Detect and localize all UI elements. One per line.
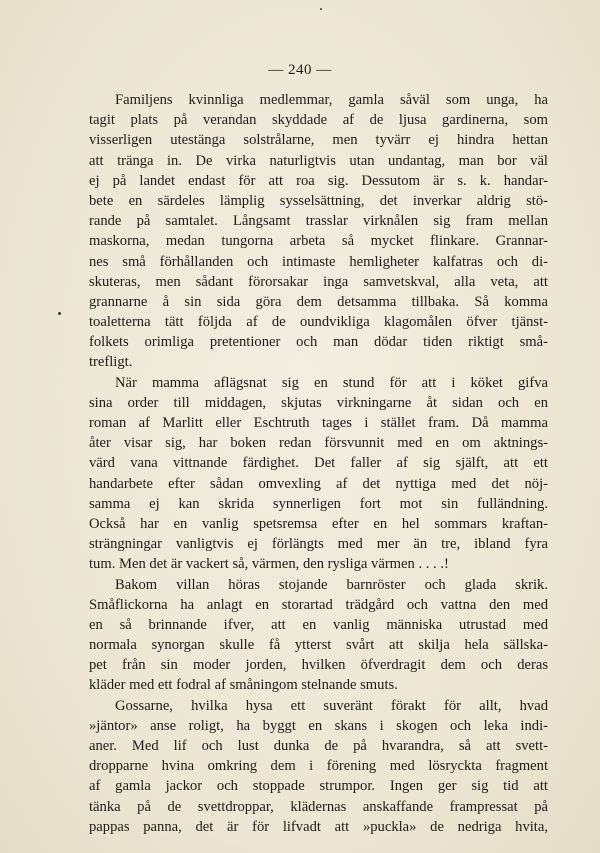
body-text <box>89 90 548 837</box>
text-line: Bakom villan höras stojande barnröster och glada skrik. <box>115 576 548 593</box>
text-line: åter visar sig, har boken redan försvunnit med en om aktnings- <box>89 435 548 452</box>
text-line: Familjens kvinnliga medlemmar, gamla såväl som unga, ha <box>115 92 548 108</box>
text-line: Också har en vanlig spetsremsa efter en hel sommars kraftan- <box>89 515 548 532</box>
text-line: grannarne å sin sida göra dem detsamma tillbaka. Så komma <box>89 293 548 310</box>
text-line: Gossarne, hvilka hysa ett suveränt förakt för allt, hvad <box>115 697 548 714</box>
text-line: skuteras, men sådant förorsakar inga samvetskval, alla veta, att <box>89 273 548 290</box>
text-line: toaletterna tätt följda af de oundvikliga klagomålen öfver tjänst- <box>89 314 548 331</box>
text-line: en så brinnande ifver, att en vanlig människa utrustad med <box>89 616 548 633</box>
text-line: värd vana vittnande färdighet. Det faller af sig själft, att ett <box>89 455 548 472</box>
paragraph-4 <box>89 696 548 837</box>
text-line: maskorna, medan tungorna arbeta så mycket flinkare. Grannar- <box>89 233 548 250</box>
paragraph-1 <box>89 90 548 373</box>
paper-speck <box>58 312 61 315</box>
paper-speck <box>320 8 322 10</box>
text-line: af gamla jackor och stoppade strumpor. Ingen ger sig tid att <box>89 778 548 795</box>
text-line: tagit plats på verandan skyddade af de ljusa gardinerna, som <box>89 112 548 129</box>
text-line: pappas panna, det är för lifvadt att »puckla» de nedriga hvita, <box>89 818 548 835</box>
text-line: ej på landet endast för att roa sig. Dessutom är s. k. handar- <box>89 172 548 189</box>
text-line: roman af Marlitt eller Eschtruth tages i stället fram. Då mamma <box>89 415 548 431</box>
text-line: att tränga in. De virka naturligtvis utan undantag, man bor väl <box>89 152 548 169</box>
text-line: visserligen utestänga solstrålarne, men tyvärr ej hindra hettan <box>89 132 548 149</box>
text-line: samma ej kan skrida synnerligen fort mot sin fulländning. <box>89 495 548 512</box>
text-line: pet från sin moder jorden, hvilken öfverdragit dem och deras <box>89 657 548 674</box>
text-line: När mamma aflägsnat sig en stund för att i köket gifva <box>115 374 548 391</box>
text-line: Småflickorna ha anlagt en storartad trädgård och vattna den med <box>89 596 548 613</box>
paragraph-2 <box>89 373 548 575</box>
text-line: strängningar vanligtvis ej förlängts med mer än tre, ibland fyra <box>89 536 548 553</box>
text-line: aner. Med lif och lust dunka de på hvarandra, så att svett- <box>89 738 548 754</box>
paragraph-3 <box>89 575 548 696</box>
text-line: trefligt. <box>89 354 133 371</box>
text-line: rande på samtalet. Långsamt trasslar virknålen sig fram mellan <box>89 213 548 230</box>
text-line: nes små förhållanden och intimaste hemligheter kalfatras och di- <box>89 253 548 270</box>
text-line: tänka på de svettdroppar, klädernas anskaffande frampressat på <box>89 798 548 815</box>
text-line: handarbete efter sådan omvexling af det nyttiga med det nöj- <box>89 475 548 492</box>
text-line: normala synorgan skulle få ytterst svårt att skilja hela sällska- <box>89 637 548 654</box>
text-line: sina order till middagen, skjutas virkningarne åt sidan och en <box>89 394 548 411</box>
text-line: dropparne hvina omkring dem i förening med lösryckta fragment <box>89 758 548 775</box>
text-line: kläder med ett fodral af småningom stelnande smuts. <box>89 677 398 694</box>
text-line: folkets orimliga pretentioner och man dödar tiden riktigt små- <box>89 334 548 351</box>
page-number: — 240 — <box>268 62 332 78</box>
text-line: »jäntor» anse roligt, ha byggt en skans i skogen och leka indi- <box>89 717 548 734</box>
text-line: bete en särdeles lämplig sysselsättning, det inverkar aldrig stö- <box>89 192 548 209</box>
text-line: tum. Men det är vackert så, värmen, den rysliga värmen . . . .! <box>89 556 449 573</box>
